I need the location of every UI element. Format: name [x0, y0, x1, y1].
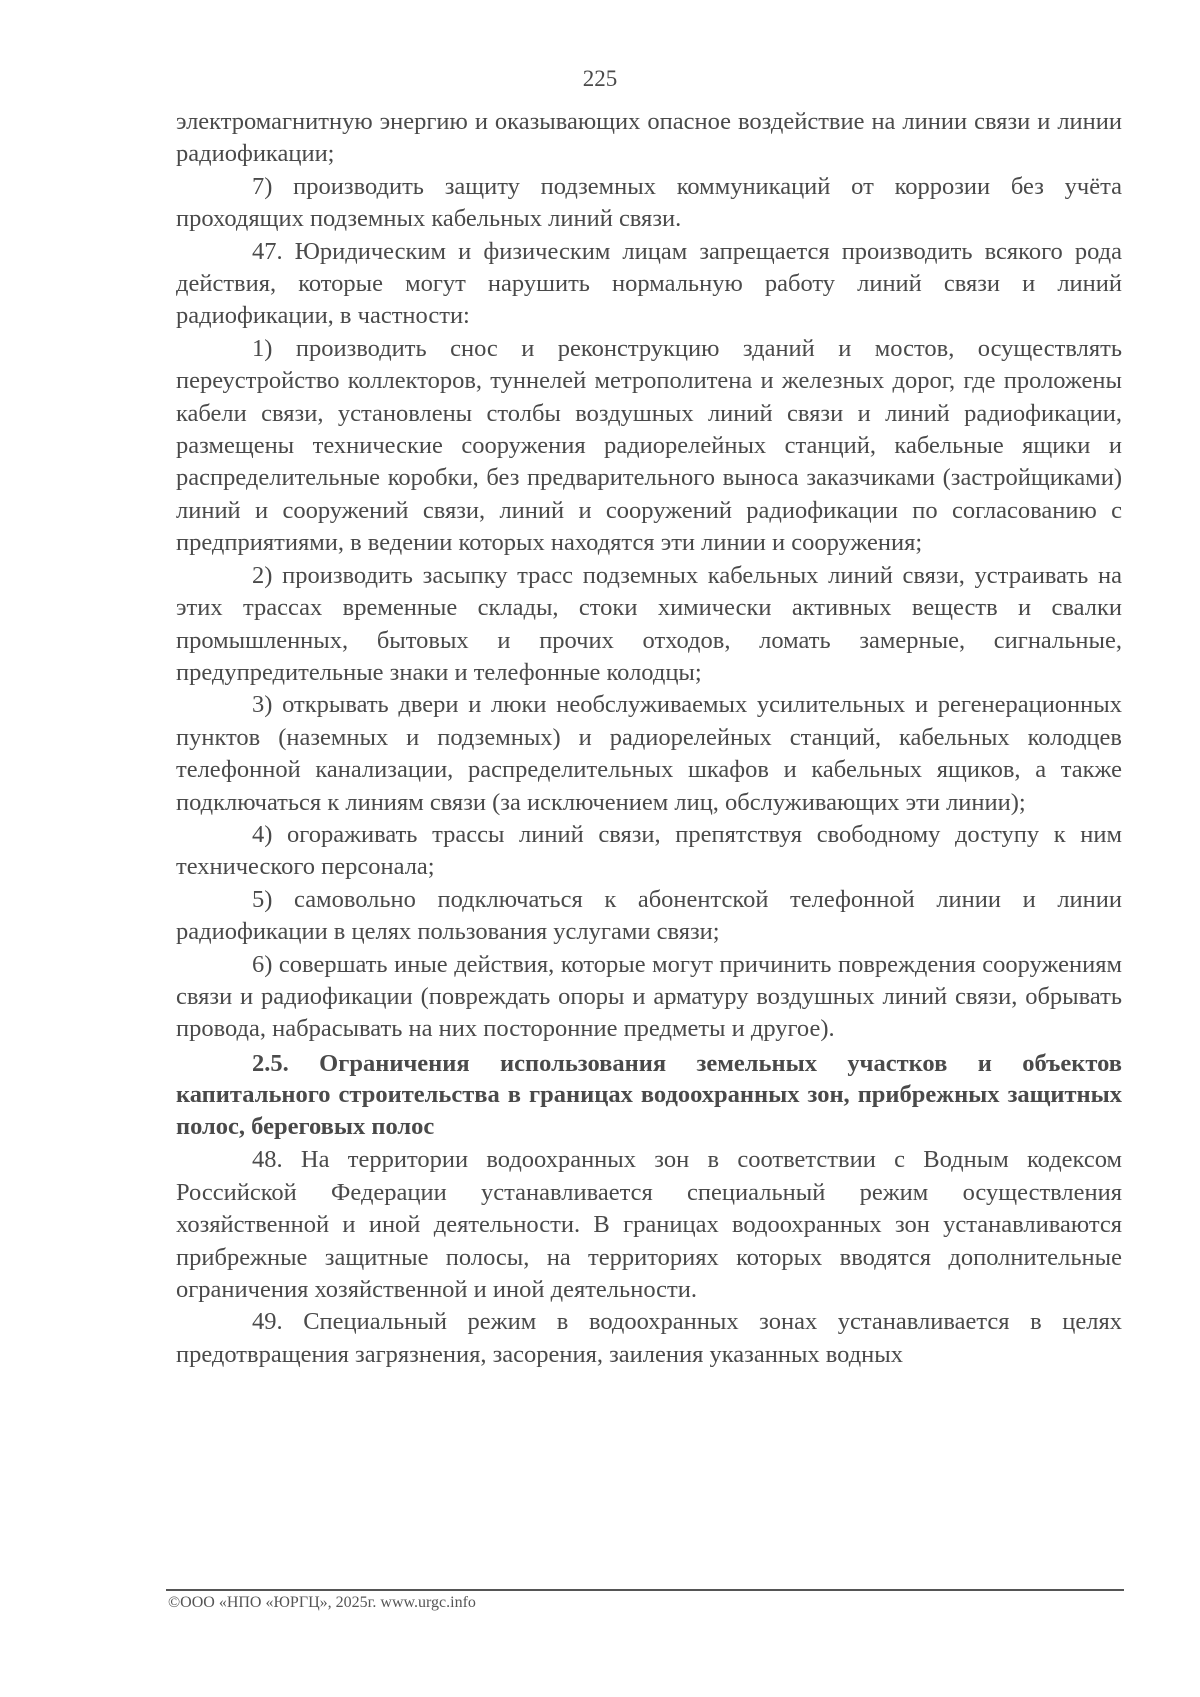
- paragraph-49: 49. Специальный режим в водоохранных зонах устанавливается в целях предотвращения загрязнения, засорения, заиления указанных водных: [176, 1308, 1122, 1368]
- list-item-2: 2) производить засыпку трасс подземных кабельных линий связи, устраивать на этих трассах временные склады, стоки химически активных веществ и свалки промышленных, бытовых и прочих отходов, ломать замерные, сигнальные, предупредительные знаки и телефонные колодцы;: [176, 561, 1122, 686]
- page-number: 225: [582, 66, 618, 91]
- document-body: [176, 106, 1122, 1371]
- list-item-4: 4) огораживать трассы линий связи, препятствуя свободному доступу к ним технического персонала;: [176, 820, 1122, 881]
- paragraph-47: 47. Юридическим и физическим лицам запрещается производить всякого рода действия, которые могут нарушить нормальную работу линий связи и линий радиофикации, в частности:: [176, 237, 1122, 330]
- list-item-6: 6) совершать иные действия, которые могут причинить повреждения сооружениям связи и радиофикации (повреждать опоры и арматуру воздушных линий связи, обрывать провода, набрасывать на них посторонние предметы и другое).: [176, 950, 1122, 1043]
- section-heading: 2.5. Ограничения использования земельных участков и объектов капитального строительства в границах водоохранных зон, прибрежных защитных полос, береговых полос: [176, 1049, 1122, 1140]
- list-item-5: 5) самовольно подключаться к абонентской телефонной линии и линии радиофикации в целях пользования услугами связи;: [176, 885, 1122, 946]
- paragraph-continuation: электромагнитную энергию и оказывающих опасное воздействие на линии связи и линии радиофикации;: [176, 108, 1122, 168]
- list-item-1: 1) производить снос и реконструкцию зданий и мостов, осуществлять переустройство коллекторов, туннелей метрополитена и железных дорог, где проложены кабели связи, установлены столбы воздушных линий связи и линий радиофикации, размещены технические сооружения радиорелейных станций, кабельные ящики и распределительные коробки, без предварительного выноса заказчиками (застройщиками) линий и сооружений связи, линий и сооружений радиофикации по согласованию с предприятиями, в ведении которых находятся эти линии и сооружения;: [176, 334, 1122, 557]
- footer-copyright: ©ООО «НПО «ЮРГЦ», 2025г. www.urgc.info: [168, 1594, 476, 1611]
- footer-divider: [166, 1589, 1124, 1591]
- paragraph-48: 48. На территории водоохранных зон в соответствии с Водным кодексом Российской Федерации устанавливается специальный режим осуществления хозяйственной и иной деятельности. В границах водоохранных зон устанавливаются прибрежные защитные полосы, на территориях которых вводятся дополнительные ограничения хозяйственной и иной деятельности.: [176, 1146, 1122, 1303]
- list-item-7: 7) производить защиту подземных коммуникаций от коррозии без учёта проходящих подземных кабельных линий связи.: [176, 172, 1122, 233]
- list-item-3: 3) открывать двери и люки необслуживаемых усилительных и регенерационных пунктов (наземных и подземных) и радиорелейных станций, кабельных колодцев телефонной канализации, распределительных шкафов и кабельных ящиков, а также подключаться к линиям связи (за исключением лиц, обслуживающих эти линии);: [176, 691, 1122, 816]
